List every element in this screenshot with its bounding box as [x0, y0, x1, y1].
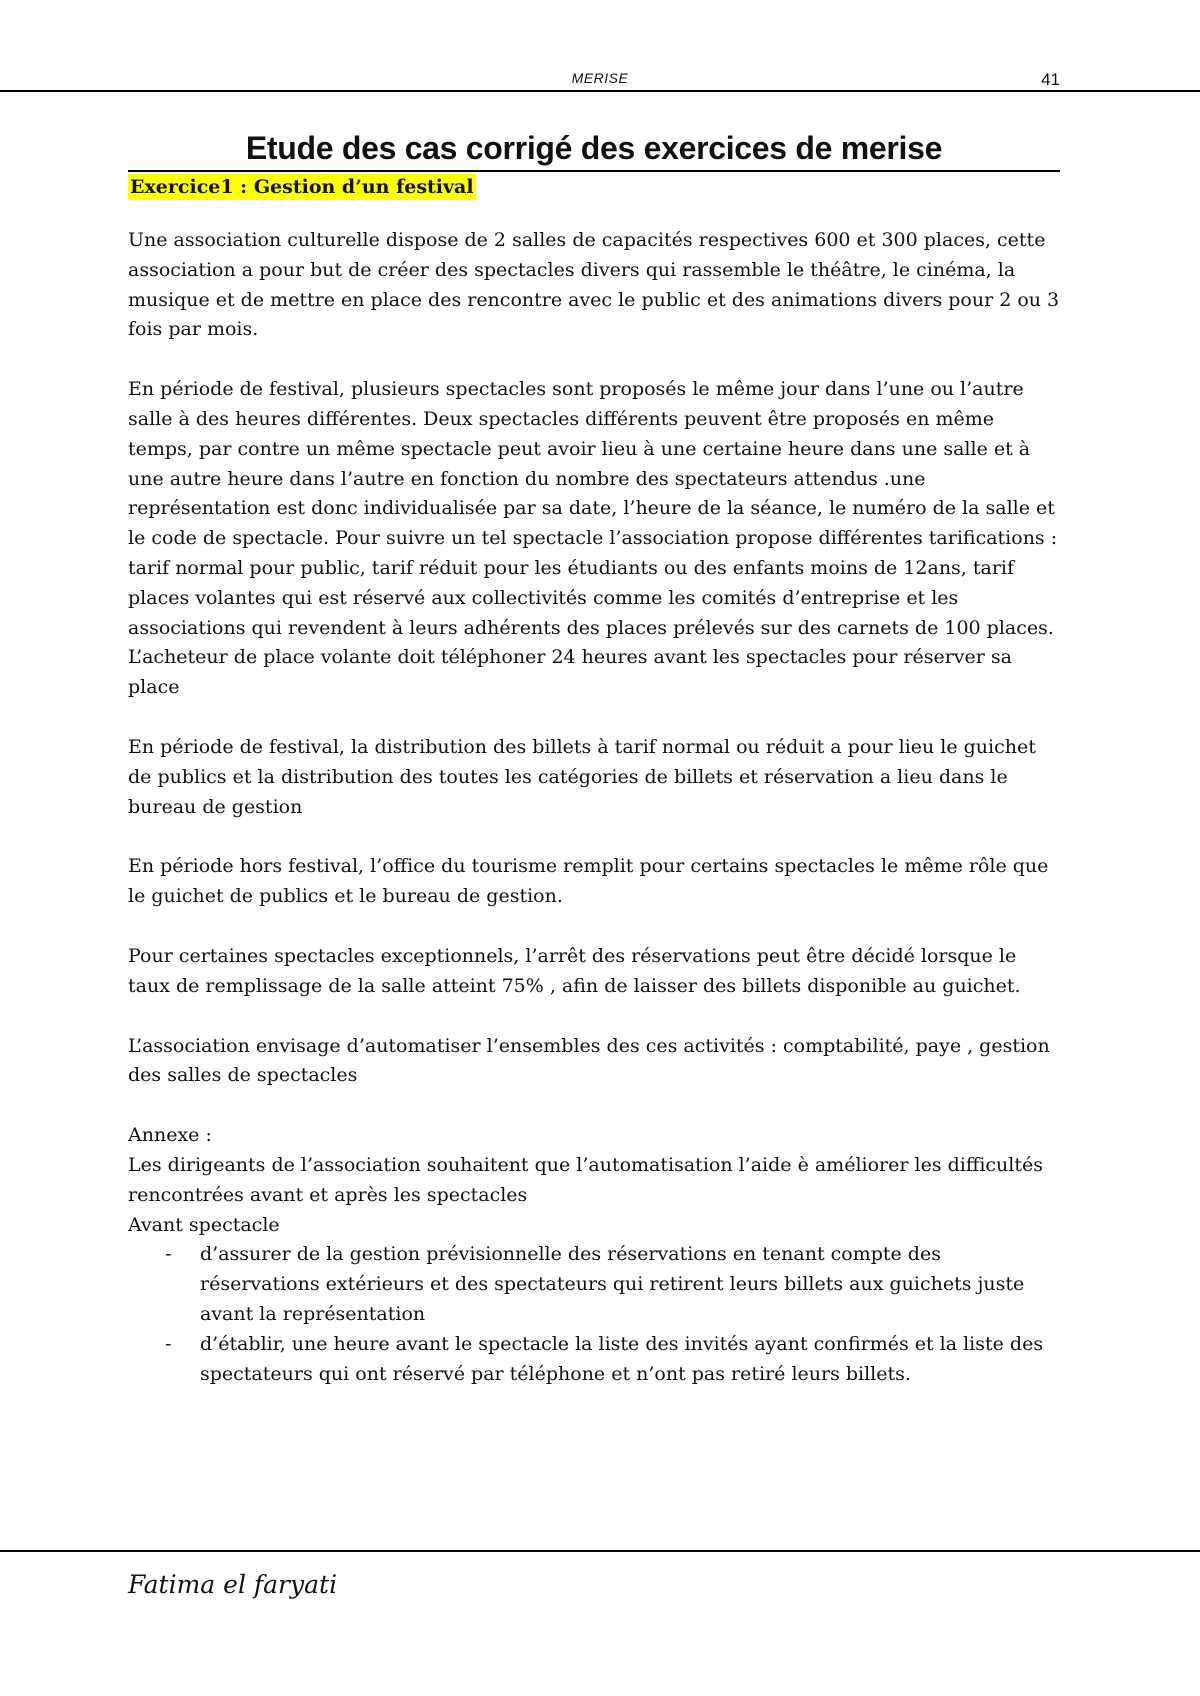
- list-item: - d’assurer de la gestion prévisionnelle des réservations en tenant compte des réservations extérieurs et des spectateurs qui retirent leurs billets aux guichets juste avant la représentation: [200, 1240, 1060, 1329]
- document-title: Etude des cas corrigé des exercices de merise: [128, 128, 1060, 172]
- paragraph-ticket-distribution: En période de festival, la distribution des billets à tarif normal ou réduit a pour lieu le guichet de publics et la distribution des toutes les catégories de billets et réservation a lieu dans le bureau de gestion: [128, 735, 1036, 818]
- list-item: - d’établir, une heure avant le spectacle la liste des invités ayant confirmés et la liste des spectateurs qui ont réservé par téléphone et n’ont pas retiré leurs billets.: [200, 1330, 1060, 1390]
- paragraph-exceptional-shows: Pour certaines spectacles exceptionnels, l’arrêt des réservations peut être décidé lorsque le taux de remplissage de la salle atteint 75% , afin de laisser des billets disponible au guichet.: [128, 944, 1021, 997]
- page-footer: [0, 1550, 1200, 1599]
- page-header: [0, 70, 1200, 92]
- annexe-intro: Les dirigeants de l’association souhaitent que l’automatisation l’aide è améliorer les difficultés rencontrées avant et après les spectacles: [128, 1153, 1043, 1206]
- annexe-label: Annexe :: [128, 1124, 212, 1147]
- exercise-heading: Exercice1 : Gestion d’un festival: [130, 176, 474, 198]
- paragraph-intro: Une association culturelle dispose de 2 salles de capacités respectives 600 et 300 places, cette association a pour but de créer des spectacles divers qui rassemble le théâtre, le cinéma, la musique et de mettre en place des rencontre avec le public et des animations divers pour 2 ou 3 fois par mois.: [128, 229, 1060, 341]
- annexe-list: [128, 1240, 1060, 1389]
- page-content: [128, 128, 1060, 1389]
- page-number: 41: [1041, 70, 1060, 89]
- paragraph-automation: L’association envisage d’automatiser l’ensembles des ces activités : comptabilité, paye , gestion des salles de spectacles: [128, 1034, 1050, 1087]
- running-title: MERISE: [571, 70, 629, 86]
- footer-author: Fatima el faryati: [128, 1570, 338, 1599]
- paragraph-festival-period: En période de festival, plusieurs spectacles sont proposés le même jour dans l’une ou l’autre salle à des heures différentes. Deux spectacles différents peuvent être proposés en même temps, par contre un même spectacle peut avoir lieu à une certaine heure dans une salle et à une autre heure dans l’autre en fonction du nombre des spectateurs attendus .une représentation est donc individualisée par sa date, l’heure de la séance, le numéro de la salle et le code de spectacle. Pour suivre un tel spectacle l’association propose différentes tarifications : tarif normal pour public, tarif réduit pour les étudiants ou des enfants moins de 12ans, tarif places volantes qui est réservé aux collectivités comme les comités d’entreprise et les associations qui revendent à leurs adhérents des places prélevés sur des carnets de 100 places. L’acheteur de place volante doit téléphoner 24 heures avant les spectacles pour réserver sa place: [128, 378, 1058, 699]
- paragraph-off-festival: En période hors festival, l’office du tourisme remplit pour certains spectacles le même rôle que le guichet de publics et le bureau de gestion.: [128, 855, 1049, 908]
- annexe-subheading: Avant spectacle: [128, 1213, 280, 1236]
